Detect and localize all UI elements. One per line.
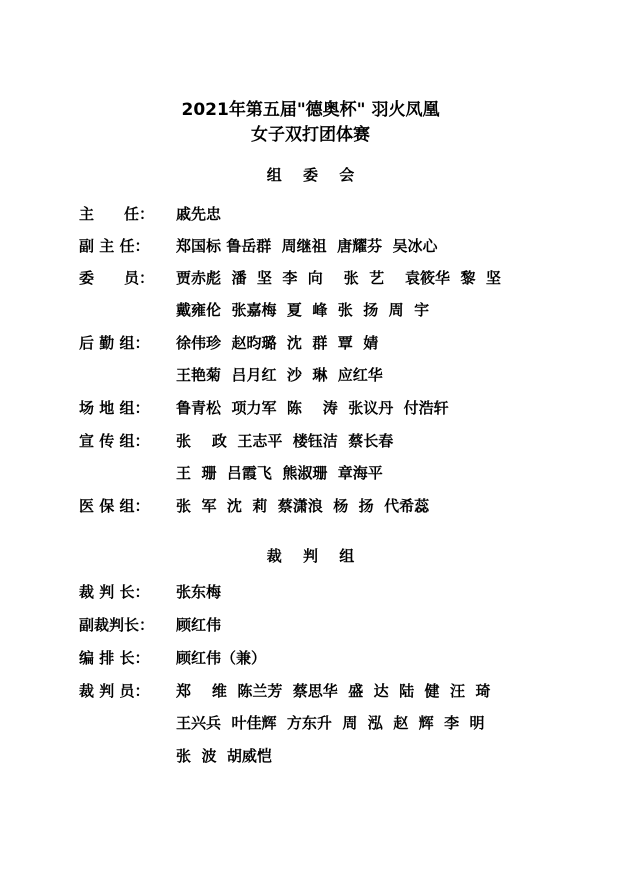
role-label: 裁 判 员： xyxy=(79,682,150,700)
member-names: 王 珊 吕霞飞 熊淑珊 章海平 xyxy=(176,464,383,482)
role-label: 副 主 任： xyxy=(79,237,150,255)
document-title-line1: 2021年第五届"德奥杯" 羽火凤凰 xyxy=(181,100,440,120)
role-label: 医 保 组： xyxy=(79,497,150,515)
member-names: 张 军 沈 莉 蔡潇浪 杨 扬 代希蕊 xyxy=(176,497,430,515)
member-names: 戚先忠 xyxy=(176,205,222,223)
role-label: 裁 判 长： xyxy=(79,583,150,601)
role-label: 宣 传 组： xyxy=(79,432,150,450)
role-label: 后 勤 组： xyxy=(79,334,150,352)
member-names: 贾赤彪 潘 坚 李 向 张 艺 袁筱华 黎 坚 xyxy=(176,269,501,287)
member-names: 张 波 胡威恺 xyxy=(176,747,272,765)
role-label: 主 任： xyxy=(79,205,155,223)
member-names: 郑 维 陈兰芳 蔡思华 盛 达 陆 健 汪 琦 xyxy=(176,682,491,700)
role-label: 编 排 长： xyxy=(79,649,150,667)
member-names: 王兴兵 叶佳辉 方东升 周 泓 赵 辉 李 明 xyxy=(176,714,485,732)
member-names: 戴雍伦 张嘉梅 夏 峰 张 扬 周 宇 xyxy=(176,301,430,319)
referee-group-heading: 裁 判 组 xyxy=(266,547,363,565)
member-names: 郑国标 鲁岳群 周继祖 唐耀芬 吴冰心 xyxy=(176,237,438,255)
organizing-committee-heading: 组 委 会 xyxy=(266,166,363,184)
member-names: 王艳菊 吕月红 沙 琳 应红华 xyxy=(176,366,383,384)
member-names: 顾红伟 xyxy=(176,616,222,634)
member-names: 鲁青松 项力军 陈 涛 张议丹 付浩轩 xyxy=(176,399,449,417)
member-names: 张 政 王志平 楼钰洁 蔡长春 xyxy=(176,432,394,450)
member-names: 顾红伟（兼） xyxy=(176,649,267,667)
member-names: 徐伟珍 赵昀璐 沈 群 覃 婧 xyxy=(176,334,379,352)
role-label: 副裁判长： xyxy=(79,616,155,634)
member-names: 张东梅 xyxy=(176,583,222,601)
role-label: 场 地 组： xyxy=(79,399,150,417)
document-title-line2: 女子双打团体赛 xyxy=(251,125,370,145)
role-label: 委 员： xyxy=(79,269,155,287)
